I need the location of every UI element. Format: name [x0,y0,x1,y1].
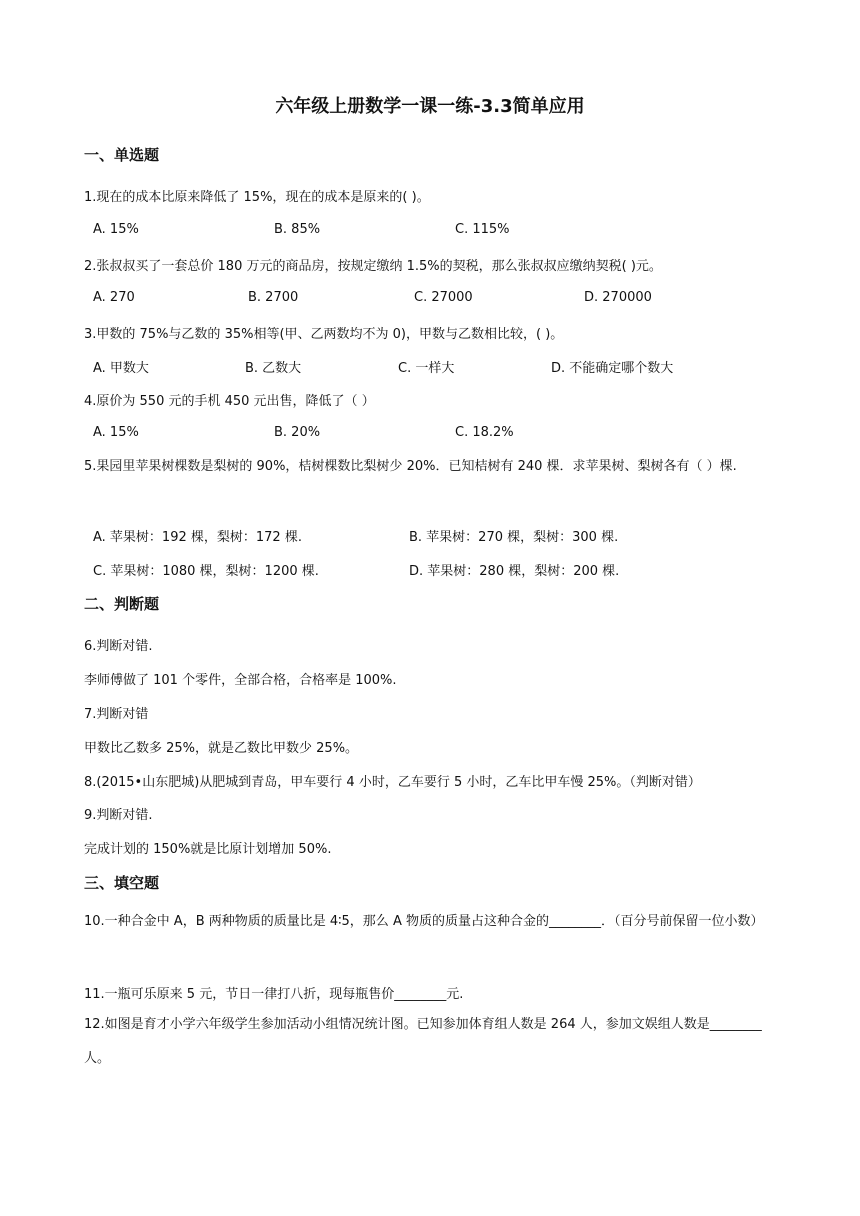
question-8-stem: 8.(2015•山东肥城)从肥城到青岛，甲车要行 4 小时，乙车要行 5 小时，乙车比甲车慢 25%。（判断对错） [84,775,701,790]
question-5-option-a: A. 苹果树：192 棵，梨树：172 棵. [93,530,302,545]
question-2-option-c: C. 27000 [414,290,473,305]
question-2-option-b: B. 2700 [248,290,299,305]
question-4-stem: 4.原价为 550 元的手机 450 元出售，降低了（ ） [84,394,375,409]
question-11-stem: 11.一瓶可乐原来 5 元，节日一律打八折，现每瓶售价________元. [84,987,464,1002]
question-3-option-b: B. 乙数大 [245,361,302,376]
question-5-option-c: C. 苹果树：1080 棵，梨树：1200 棵. [93,564,319,579]
question-6-stem: 6.判断对错. [84,639,153,654]
document-title: 六年级上册数学一课一练-3.3简单应用 [275,96,585,117]
question-12-stem: 12.如图是育才小学六年级学生参加活动小组情况统计图。已知参加体育组人数是 264 人，参加文娱组人数是________人。 [84,1017,762,1066]
question-1-stem: 1.现在的成本比原来降低了 15%，现在的成本是原来的( )。 [84,190,430,205]
section-heading-fill-blank: 三、填空题 [84,874,160,892]
question-2-option-d: D. 270000 [584,290,652,305]
question-5-stem: 5.果园里苹果树棵数是梨树的 90%，桔树棵数比梨树少 20%．已知桔树有 240 棵．求苹果树、梨树各有（ ）棵. [84,459,737,474]
question-5-option-d: D. 苹果树：280 棵，梨树：200 棵. [409,564,620,579]
question-1-option-b: B. 85% [274,222,321,237]
question-10-stem: 10.一种合金中 A，B 两种物质的质量比是 4∶5，那么 A 物质的质量占这种合金的________．（百分号前保留一位小数） [84,914,764,929]
question-1-option-a: A. 15% [93,222,139,237]
question-3-stem: 3.甲数的 75%与乙数的 35%相等(甲、乙两数均不为 0)，甲数与乙数相比较，( )。 [84,327,564,342]
question-5-option-b: B. 苹果树：270 棵，梨树：300 棵. [409,530,619,545]
question-4-option-b: B. 20% [274,425,321,440]
section-heading-single-choice: 一、单选题 [84,146,160,164]
question-4-option-a: A. 15% [93,425,139,440]
question-3-option-a: A. 甲数大 [93,361,149,376]
question-4-option-c: C. 18.2% [455,425,514,440]
question-3-option-d: D. 不能确定哪个数大 [551,361,674,376]
question-2-option-a: A. 270 [93,290,135,305]
question-6-body: 李师傅做了 101 个零件，全部合格，合格率是 100%. [84,673,397,688]
section-heading-true-false: 二、判断题 [84,595,160,613]
question-7-stem: 7.判断对错 [84,707,149,722]
question-9-body: 完成计划的 150%就是比原计划增加 50%. [84,842,332,857]
question-7-body: 甲数比乙数多 25%，就是乙数比甲数少 25%。 [84,741,359,756]
question-2-stem: 2.张叔叔买了一套总价 180 万元的商品房，按规定缴纳 1.5%的契税，那么张叔叔应缴纳契税( )元。 [84,259,662,274]
question-1-option-c: C. 115% [455,222,510,237]
question-3-option-c: C. 一样大 [398,361,455,376]
question-9-stem: 9.判断对错. [84,808,153,823]
